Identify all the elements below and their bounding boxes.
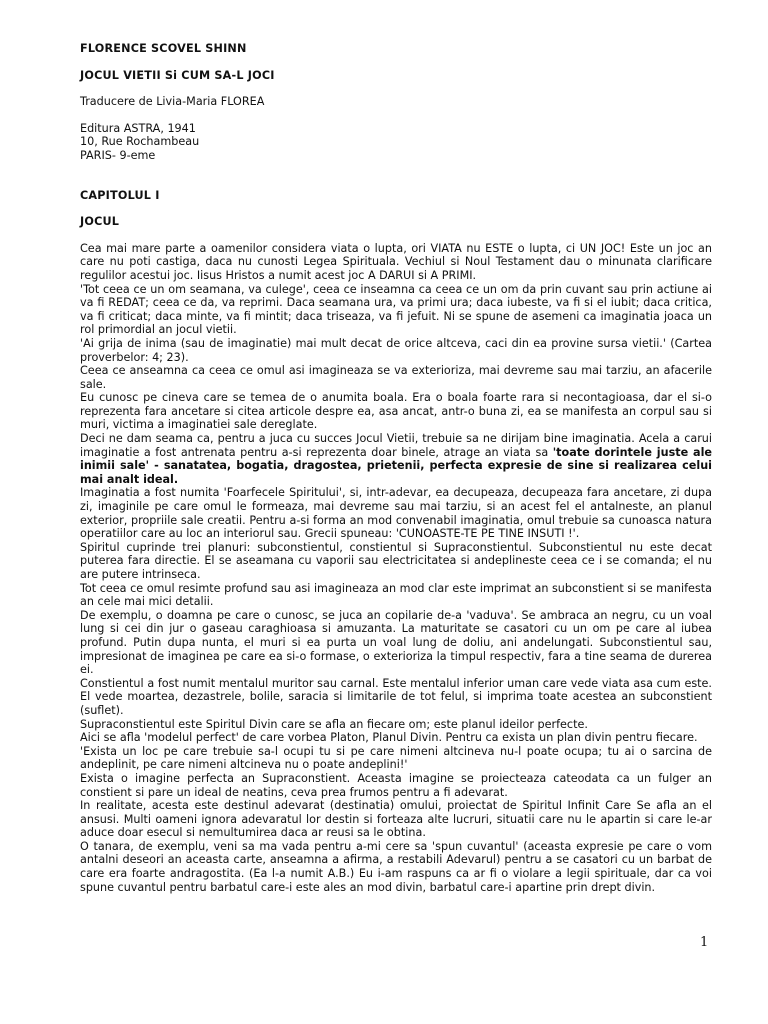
page-number: 1 — [700, 935, 709, 950]
paragraph: 'Tot ceea ce un om seamana, va culege', ceea ce inseamna ca ceea ce un om da prin cuvant sau prin actiune ai va fi REDAT; ceea ce da, va reprimi. Daca seamana ura, va primi ura; daca iubeste, va fi si el iubit; daca critica, va fi criticat; daca minte, va fi mintit; daca triseaza, va fi jefuit. Ni se spune de asemeni ca imaginatia joaca un rol primordial an jocul vietii. — [80, 282, 712, 337]
paragraph: 'Exista un loc pe care trebuie sa-l ocupi tu si pe care nimeni altcineva nu-l poate ocupa; tu ai o sarcina de andeplinit, pe care nimeni altcineva nu o poate andeplini!' — [80, 744, 712, 772]
paragraph-emphasis: 'toate dorintele juste ale inimii sale' - sanatatea, bogatia, dragostea, prietenii, perfecta expresie de sine si realizarea celui mai analt ideal. — [80, 445, 712, 486]
paragraph: Spiritul cuprinde trei planuri: subconstientul, constientul si Supraconstientul. Subconstientul nu este decat puterea fara directie. El se aseamana cu vaporii sau electricitatea si andeplineste ceea ce i se comanda; el nu are putere intrinseca. — [80, 540, 712, 581]
paragraph-imagination — [80, 432, 712, 486]
paragraph: In realitate, acesta este destinul adevarat (destinatia) omului, proiectat de Spiritul Infinit Care Se afla an el ansusi. Multi oameni ignora adevaratul lor destin si forteaza alte lucruri, situatii care nu le apartin si care le-ar aduce doar esecul si nemultumirea daca ar reusi sa le obtina. — [80, 799, 712, 840]
paragraph: Imaginatia a fost numita 'Foarfecele Spiritului', si, intr-adevar, ea decupeaza, decupeaza fara ancetare, zi dupa zi, imaginile pe care omul le formeaza, mai devreme sau mai tarziu, si an acest fel el antalneste, an planul exterior, propriile sale creatii. Pentru a-si forma an mod convenabil imaginatia, omul trebuie sa cunoasca natura operatiilor care au loc an interiorul sau. Grecii spuneau: 'CUNOASTE-TE PE TINE INSUTI !'. — [80, 486, 712, 541]
paragraph: De exemplu, o doamna pe care o cunosc, se juca an copilarie de-a 'vaduva'. Se ambraca an negru, cu un voal lung si cei din jur o gaseau caraghioasa si amuzanta. La maturitate se casatori cu un om pe care al iubea profund. Putin dupa nunta, el muri si ea purta un voal lung de doliu, ani andelungati. Subconstientul sau, impresionat de imaginea pe care ea si-o formase, o exterioriza la timpul respectiv, fara a tine seama de durerea ei. — [80, 608, 712, 677]
publisher-line-1: Editura ASTRA, 1941 — [80, 121, 196, 135]
paragraph: Supraconstientul este Spiritul Divin care se afla an fiecare om; este planul ideilor perfecte. — [80, 717, 588, 731]
paragraph: Exista o imagine perfecta an Supraconstient. Aceasta imagine se proiecteaza cateodata ca un fulger an constient si pare un ideal de neatins, ceva prea frumos pentru a fi adevarat. — [80, 771, 712, 799]
publisher-line-2: 10, Rue Rochambeau — [80, 135, 200, 149]
translation-credit: Traducere de Livia-Maria FLOREA — [80, 95, 265, 109]
paragraph: 'Ai grija de inima (sau de imaginatie) mai mult decat de orice altceva, caci din ea provine sursa vietii.' (Cartea proverbelor: 4; 23). — [80, 336, 712, 364]
paragraph: Aici se afla 'modelul perfect' de care vorbea Platon, Planul Divin. Pentru ca exista un plan divin pentru fiecare. — [80, 731, 698, 745]
paragraph: Ceea ce anseamna ca ceea ce omul asi imagineaza se va exterioriza, mai devreme sau mai tarziu, an afacerile sale. — [80, 364, 712, 391]
paragraph: Constientul a fost numit mentalul muritor sau carnal. Este mentalul inferior uman care vede viata asa cum este. El vede moartea, dezastrele, bolile, saracia si limitarile de tot felul, si imprima toate acestea an subconstient (suflet). — [80, 676, 712, 717]
book-title: JOCUL VIETII Si CUM SA-L JOCI — [80, 68, 275, 82]
section-heading: JOCUL — [80, 215, 120, 229]
publisher-line-3: PARIS- 9-eme — [80, 148, 156, 162]
chapter-heading: CAPITOLUL I — [80, 188, 160, 202]
document-page — [80, 42, 712, 894]
body-text — [80, 242, 712, 895]
paragraph: Cea mai mare parte a oamenilor considera viata o lupta, ori VIATA nu ESTE o lupta, ci UN JOC! Este un joc an care nu poti castiga, daca nu cunosti Legea Spirituala. Vechiul si Noul Testament dau o minunata clarificare regulilor acestui joc. Iisus Hristos a numit acest joc A DARUI si A PRIMI. — [80, 241, 712, 282]
paragraph: Eu cunosc pe cineva care se temea de o anumita boala. Era o boala foarte rara si necontagioasa, dar el si-o reprezenta fara ancetare si citea articole despre ea, asa ancat, antr-o buna zi, ea se manifesta an corpul sau si muri, victima a imaginatiei sale dereglate. — [80, 391, 712, 432]
paragraph: Tot ceea ce omul resimte profund sau asi imagineaza an mod clar este imprimat an subconstient si se manifesta an cele mai mici detalii. — [80, 581, 712, 609]
paragraph-intro: Deci ne dam seama ca, pentru a juca cu succes Jocul Vietii, trebuie sa ne dirijam bine imaginatia. Acela a carui imaginatie a fost antrenata pentru a-si reprezenta doar binele, atrage an viata sa — [80, 432, 712, 459]
author-name: FLORENCE SCOVEL SHINN — [80, 42, 247, 55]
paragraph: O tanara, de exemplu, veni sa ma vada pentru a-mi cere sa 'spun cuvantul' (aceasta expresie pe care o vom antalni deseori an aceasta carte, anseamna a afirma, a restabili Adevarul) pentru a se casatori cu un barbat de care era foarte andragostita. (Ea l-a numit A.B.) Eu i-am raspuns ca ar fi o violare a legii spirituale, dar ca voi spune cuvantul pentru barbatul care-i este ales an mod divin, barbatul care-i apartine prin drept divin. — [80, 839, 712, 894]
